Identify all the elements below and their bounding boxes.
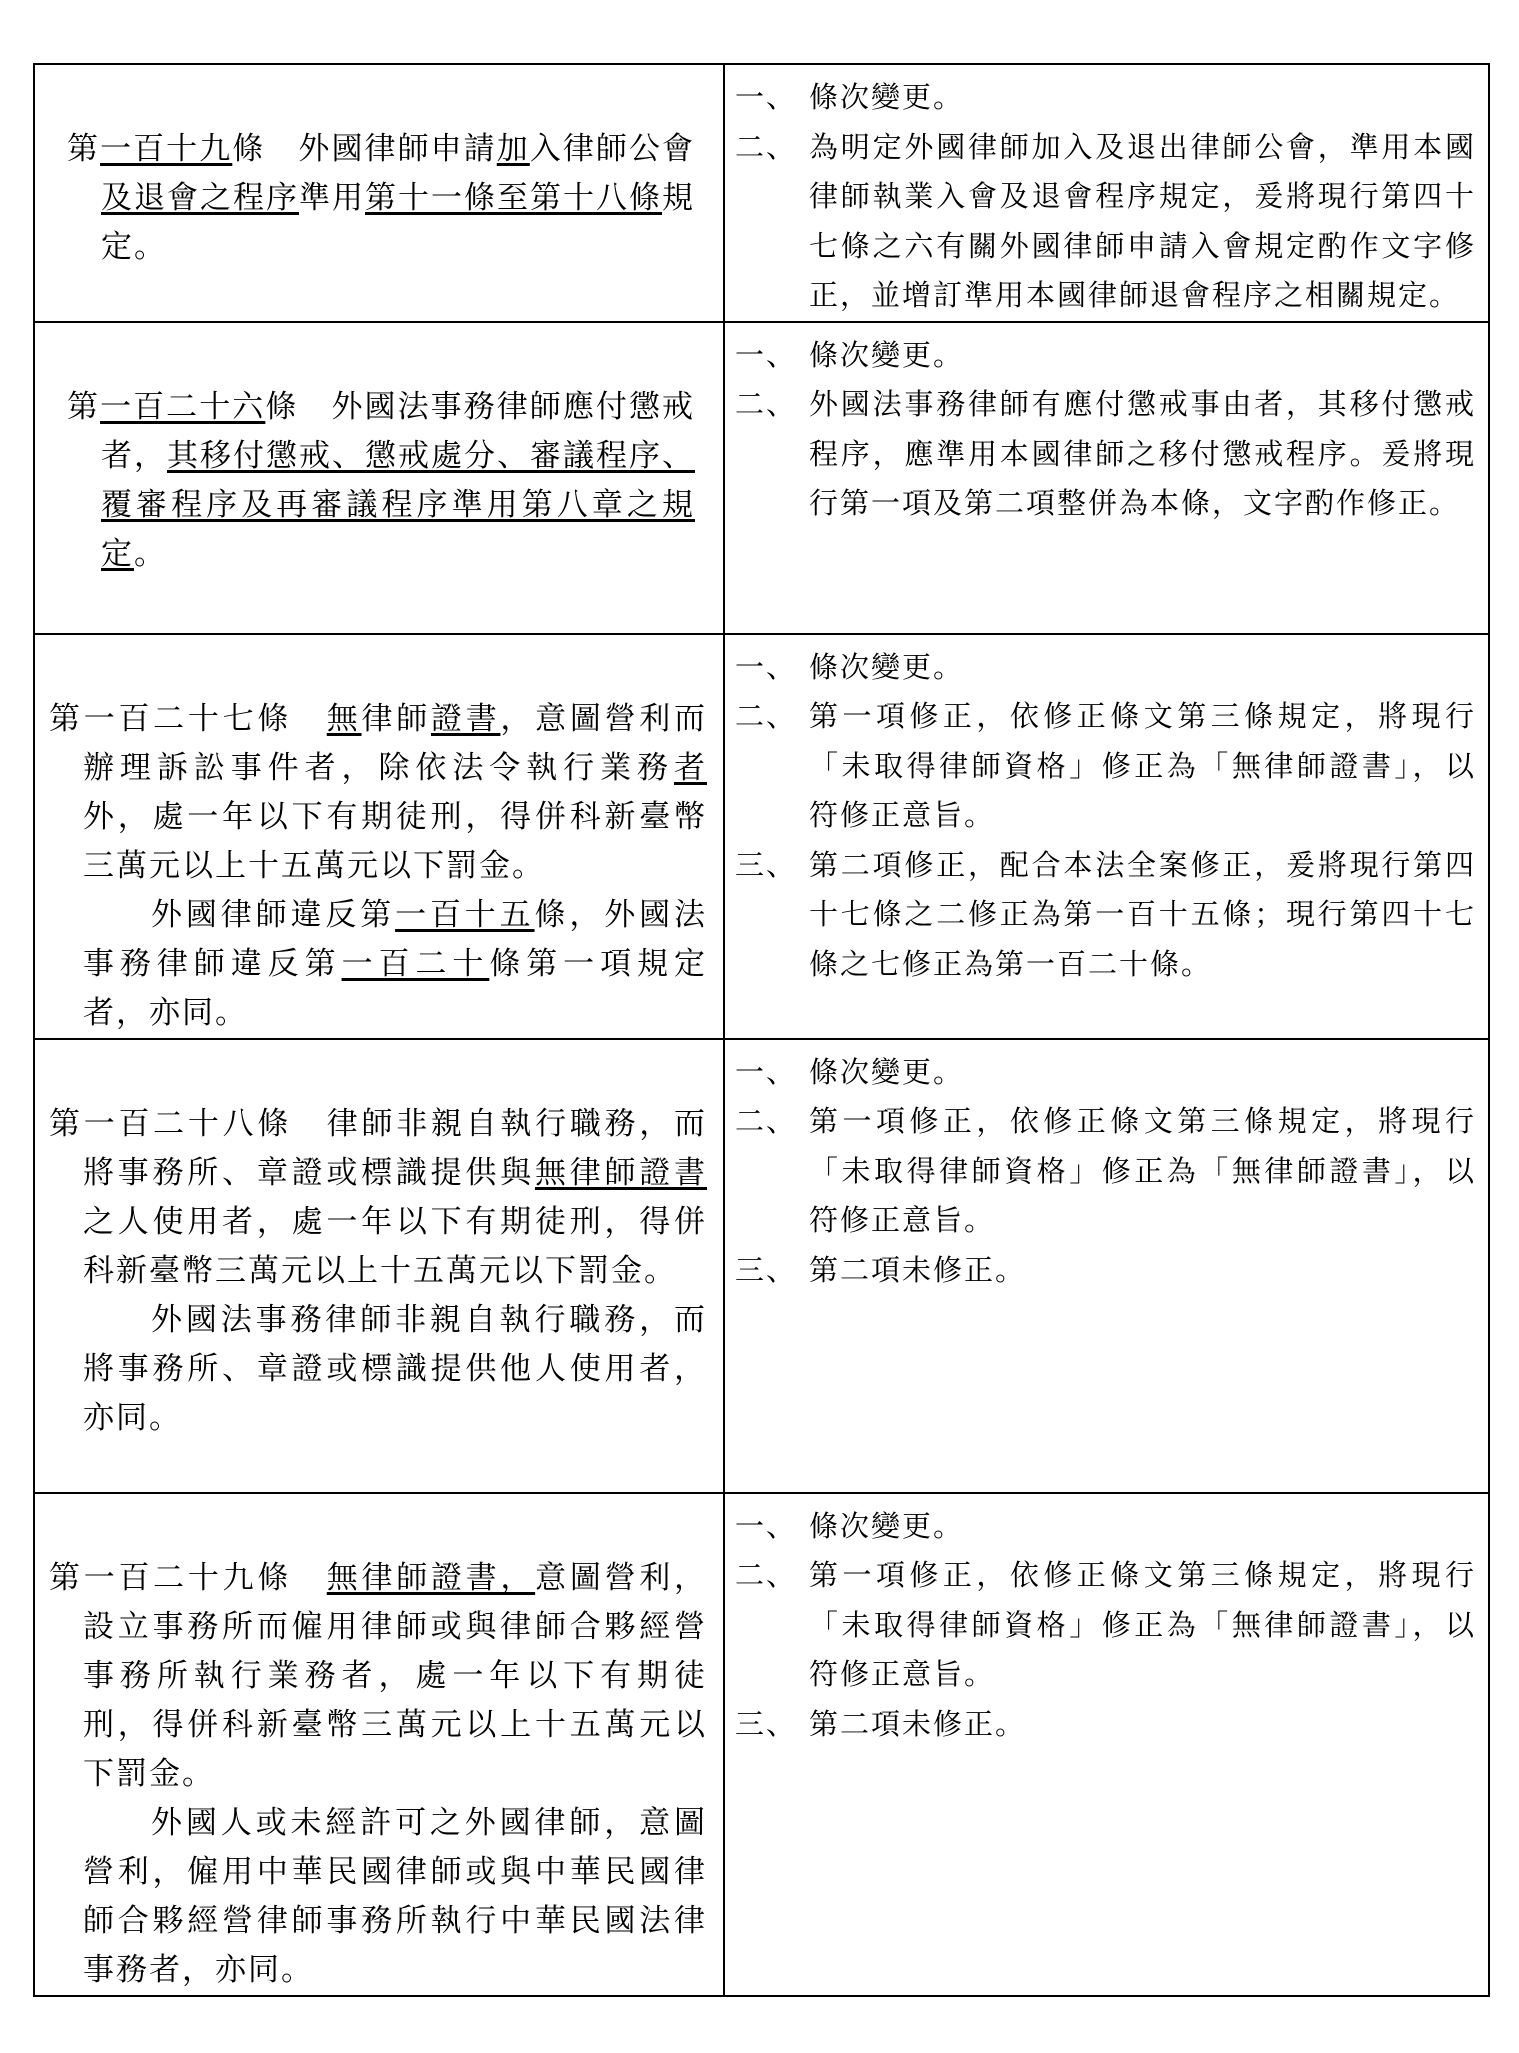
explanation-number: 一、 <box>735 1054 798 1089</box>
explanation-text: 第二項未修正。 <box>809 1252 1027 1287</box>
article-paragraph <box>49 1100 708 1296</box>
amended-text: 者 <box>674 749 707 786</box>
explanation-item <box>735 692 1476 841</box>
amendment-table <box>33 63 1490 1997</box>
explanation-item <box>735 643 1476 693</box>
explanation-text: 第二項修正，配合本法全案修正，爰將現行第四十七條之二修正為第一百十五條；現行第四十七條之七修正為第一百二十條。 <box>809 847 1476 981</box>
explanation-item <box>735 123 1476 321</box>
table-row <box>34 634 1489 1039</box>
article-cell <box>34 322 724 634</box>
explanation-list <box>735 331 1476 529</box>
amended-text: 其移付懲戒、懲戒處分、審議程序、覆審程序及再審議程序準用第八章之規定 <box>101 437 695 572</box>
explanation-item <box>735 1502 1476 1552</box>
article-text-segment: 條第一項規定者，亦同。 <box>83 945 707 1031</box>
explanation-number: 一、 <box>735 1508 798 1543</box>
explanation-list <box>735 643 1476 990</box>
explanation-number: 三、 <box>735 1706 798 1741</box>
explanation-item <box>735 1048 1476 1098</box>
table-row <box>34 322 1489 634</box>
explanation-text: 外國法事務律師有應付懲戒事由者，其移付懲戒程序，應準用本國律師之移付懲戒程序。爰將現行第一項及第二項整併為本條，文字酌作修正。 <box>809 387 1476 520</box>
article-text-segment: 意圖營利，設立事務所而僱用律師或與律師合夥經營事務所執行業務者，處一年以下有期徒刑，得併科新臺幣三萬元以上十五萬元以下罰金。 <box>83 1559 708 1792</box>
amended-text: 無 <box>326 700 362 737</box>
explanation-text: 為明定外國律師加入及退出律師公會，準用本國律師執業入會及退會程序規定，爰將現行第四十七條之六有關外國律師申請入會規定酌作文字修正，並增訂準用本國律師退會程序之相關規定。 <box>809 129 1476 312</box>
explanation-number: 二、 <box>735 1104 798 1138</box>
table-row <box>34 64 1489 322</box>
explanation-cell <box>724 1039 1489 1493</box>
article-text-segment: 第 <box>67 131 101 167</box>
article-text-segment: 第一百二十七條 <box>49 700 327 737</box>
article-text-segment: 入律師公會 <box>529 131 696 167</box>
amended-text: 無律師證書 <box>534 1154 708 1191</box>
amended-text: 一百二十 <box>341 945 490 982</box>
explanation-text: 條次變更。 <box>809 649 965 684</box>
amended-text: 及退會之程序 <box>101 180 299 216</box>
explanation-cell <box>724 64 1489 322</box>
explanation-list <box>735 1502 1476 1750</box>
article-text-segment: ，意圖營利而辦理訴訟事件者，除依法令執行業務 <box>83 700 708 786</box>
article-paragraph <box>67 383 696 579</box>
article-cell <box>34 64 724 322</box>
article-text-segment: 外國人或未經許可之外國律師，意圖營利，僱用中華民國律師或與中華民國律師合夥經營律師事務所執行中華民國法律事務者，亦同。 <box>83 1804 707 1988</box>
article-text-segment: 外國法事務律師非親自執行職務，而將事務所、章證或標識提供他人使用者，亦同。 <box>83 1301 707 1436</box>
article-text-segment: 之人使用者，處一年以下有期徒刑，得併科新臺幣三萬元以上十五萬元以下罰金。 <box>83 1203 707 1289</box>
article-cell <box>34 634 724 1039</box>
table-row <box>34 1493 1489 1996</box>
explanation-number: 二、 <box>735 129 798 164</box>
explanation-item <box>735 1097 1476 1246</box>
article-text-segment: 準用 <box>299 180 365 216</box>
article-sub-paragraph <box>83 1799 707 1995</box>
explanation-number: 一、 <box>735 337 798 372</box>
article-text-segment: 條 外國律師申請 <box>232 131 497 167</box>
article-text <box>35 65 723 272</box>
explanation-list <box>735 1048 1476 1296</box>
explanation-item <box>735 380 1476 529</box>
article-text <box>35 635 723 1038</box>
amended-text: 無律師證書， <box>326 1559 536 1596</box>
explanation-text: 第一項修正，依修正條文第三條規定，將現行「未取得律師資格」修正為「無律師證書」，以符修正意旨。 <box>809 1558 1476 1691</box>
explanation-item <box>735 841 1476 990</box>
explanation-text: 第二項未修正。 <box>809 1706 1027 1741</box>
explanation-text: 第一項修正，依修正條文第三條規定，將現行「未取得律師資格」修正為「無律師證書」，以符修正意旨。 <box>809 699 1476 832</box>
explanation-item <box>735 1700 1476 1750</box>
explanation-item <box>735 1246 1476 1296</box>
article-paragraph <box>67 125 696 272</box>
article-paragraph <box>49 695 708 891</box>
article-text-segment: 條 外國法事務律師應付懲戒者， <box>101 388 696 474</box>
explanation-number: 二、 <box>735 387 798 421</box>
amended-text: 一百十五 <box>395 896 535 933</box>
article-cell <box>34 1493 724 1996</box>
explanation-item <box>735 73 1476 123</box>
explanation-number: 一、 <box>735 80 798 114</box>
explanation-number: 二、 <box>735 699 798 733</box>
explanation-text: 條次變更。 <box>809 1508 965 1543</box>
article-sub-paragraph <box>83 891 707 1038</box>
article-text-segment: 規定。 <box>101 180 695 265</box>
article-text-segment: 第 <box>67 388 101 425</box>
explanation-text: 條次變更。 <box>809 80 965 114</box>
explanation-text: 條次變更。 <box>809 1054 965 1089</box>
article-text-segment: 外，處一年以下有期徒刑，得併科新臺幣三萬元以上十五萬元以下罰金。 <box>83 798 707 884</box>
article-text <box>35 1494 723 1995</box>
explanation-number: 一、 <box>735 649 798 684</box>
article-text-segment: 第一百二十九條 <box>49 1559 327 1596</box>
article-text-segment: 條，外國法事務律師違反第 <box>83 896 708 982</box>
explanation-number: 三、 <box>735 1252 798 1287</box>
amended-text: 一百十九 <box>100 131 233 167</box>
amended-text: 第十一條至第十八條 <box>365 180 662 216</box>
explanation-number: 三、 <box>735 847 798 882</box>
table-row <box>34 1039 1489 1493</box>
article-text-segment: 外國律師違反第 <box>151 896 396 933</box>
amended-text: 一百二十六 <box>100 388 266 425</box>
explanation-cell <box>724 634 1489 1039</box>
article-sub-paragraph <box>83 1296 707 1443</box>
amended-text: 加 <box>496 131 530 167</box>
article-text-segment: 第一百二十八條 律師非親自執行職務，而將事務所、章證或標識提供與 <box>49 1105 707 1191</box>
article-text-segment: 律師 <box>361 700 431 737</box>
explanation-list <box>735 73 1476 321</box>
explanation-text: 條次變更。 <box>809 337 965 372</box>
article-text-segment: 。 <box>134 535 167 572</box>
article-text <box>35 323 723 579</box>
explanation-cell <box>724 1493 1489 1996</box>
explanation-number: 二、 <box>735 1558 798 1592</box>
explanation-item <box>735 1551 1476 1700</box>
amended-text: 證書 <box>430 700 501 737</box>
article-cell <box>34 1039 724 1493</box>
article-paragraph <box>49 1554 708 1799</box>
explanation-item <box>735 331 1476 381</box>
article-text <box>35 1040 723 1443</box>
explanation-cell <box>724 322 1489 634</box>
explanation-text: 第一項修正，依修正條文第三條規定，將現行「未取得律師資格」修正為「無律師證書」，以符修正意旨。 <box>809 1104 1476 1237</box>
